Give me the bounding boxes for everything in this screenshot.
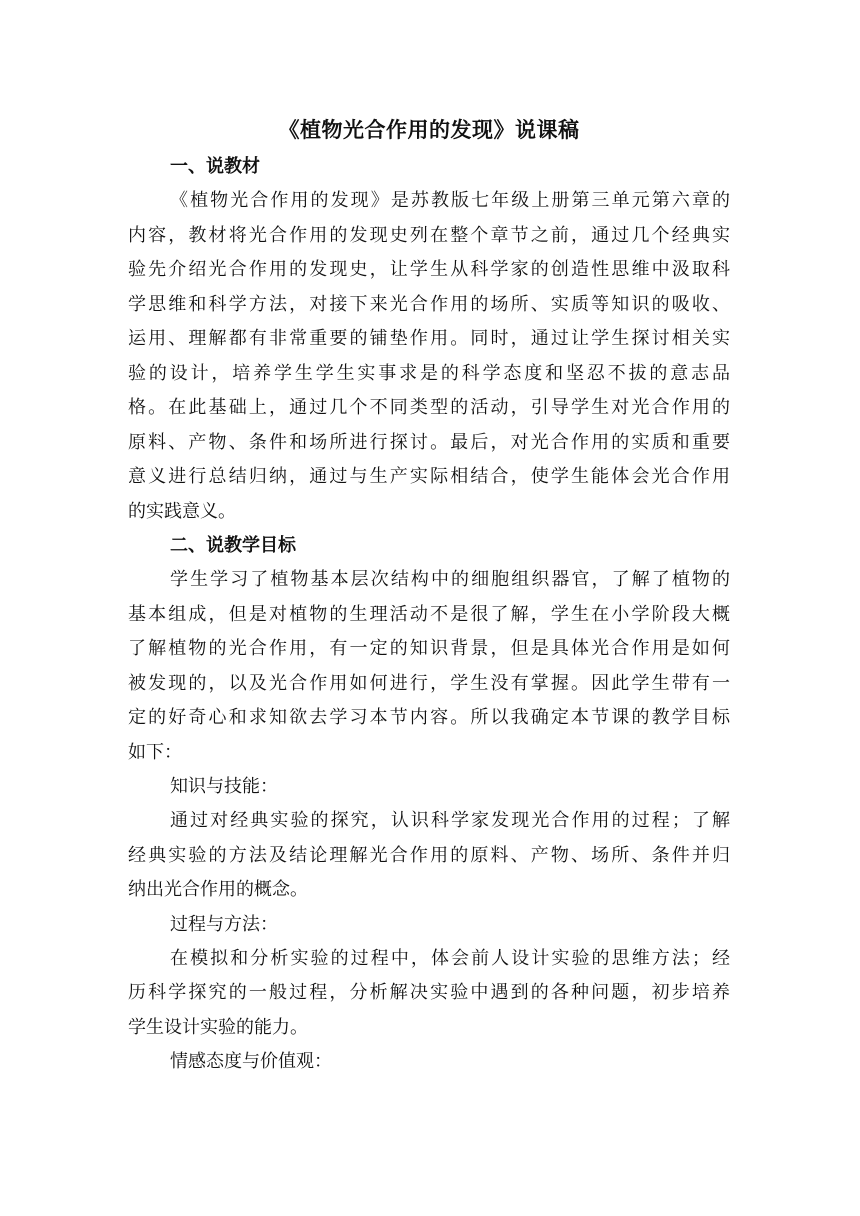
paragraph-line: 运用、理解都有非常重要的铺垫作用。同时，通过让学生探讨相关实	[128, 328, 730, 349]
emotion-attitude-values-label: 情感态度与价值观：	[170, 1051, 332, 1072]
teaching-material-paragraph	[128, 184, 730, 529]
section-heading-teaching-material: 一、说教材	[170, 156, 260, 177]
paragraph-line: 学生学习了植物基本层次结构中的细胞组织器官，了解了植物的	[170, 569, 730, 590]
paragraph-line: 原料、产物、条件和场所进行探讨。最后，对光合作用的实质和重要	[128, 431, 730, 453]
paragraph-line: 经典实验的方法及结论理解光合作用的原料、产物、场所、条件并归	[128, 844, 730, 866]
paragraph-line: 定的好奇心和求知欲去学习本节内容。所以我确定本节课的教学目标	[128, 707, 730, 728]
paragraph-line: 了解植物的光合作用，有一定的知识背景，但是具体光合作用是如何	[128, 638, 730, 659]
paragraph-line: 学思维和科学方法，对接下来光合作用的场所、实质等知识的吸收、	[128, 293, 730, 315]
section-heading-teaching-goals: 二、说教学目标	[170, 535, 296, 556]
paragraph-line: 意义进行总结归纳，通过与生产实际相结合，使学生能体会光合作用	[128, 466, 730, 487]
process-methods-paragraph	[128, 942, 730, 1046]
paragraph-line: 被发现的，以及光合作用如何进行，学生没有掌握。因此学生带有一	[128, 672, 730, 694]
paragraph-line: 在模拟和分析实验的过程中，体会前人设计实验的思维方法；经	[170, 947, 730, 969]
document-body	[128, 110, 730, 1079]
paragraph-line: 格。在此基础上，通过几个不同类型的活动，引导学生对光合作用的	[128, 397, 730, 418]
paragraph-line: 验先介绍光合作用的发现史，让学生从科学家的创造性思维中汲取科	[128, 259, 730, 280]
document-title: 《植物光合作用的发现》说课稿	[278, 118, 580, 142]
paragraph-line: 学生设计实验的能力。	[128, 1016, 308, 1038]
process-methods-label: 过程与方法：	[170, 913, 278, 935]
paragraph-line: 纳出光合作用的概念。	[128, 879, 308, 900]
paragraph-line: 验的设计，培养学生学生实事求是的科学态度和坚忍不拔的意志品	[128, 362, 730, 384]
paragraph-line: 如下：	[128, 741, 182, 763]
knowledge-skills-label: 知识与技能：	[170, 776, 278, 797]
paragraph-line: 基本组成，但是对植物的生理活动不是很了解，学生在小学阶段大概	[128, 603, 730, 625]
teaching-goals-paragraph	[128, 563, 730, 770]
paragraph-line: 历科学探究的一般过程，分析解决实验中遇到的各种问题，初步培养	[128, 982, 730, 1003]
paragraph-line: 内容，教材将光合作用的发现史列在整个章节之前，通过几个经典实	[128, 224, 730, 246]
paragraph-line: 的实践意义。	[128, 500, 236, 522]
knowledge-skills-paragraph	[128, 804, 730, 908]
paragraph-line: 《植物光合作用的发现》是苏教版七年级上册第三单元第六章的	[170, 190, 730, 211]
paragraph-line: 通过对经典实验的探究，认识科学家发现光合作用的过程；了解	[170, 810, 730, 831]
